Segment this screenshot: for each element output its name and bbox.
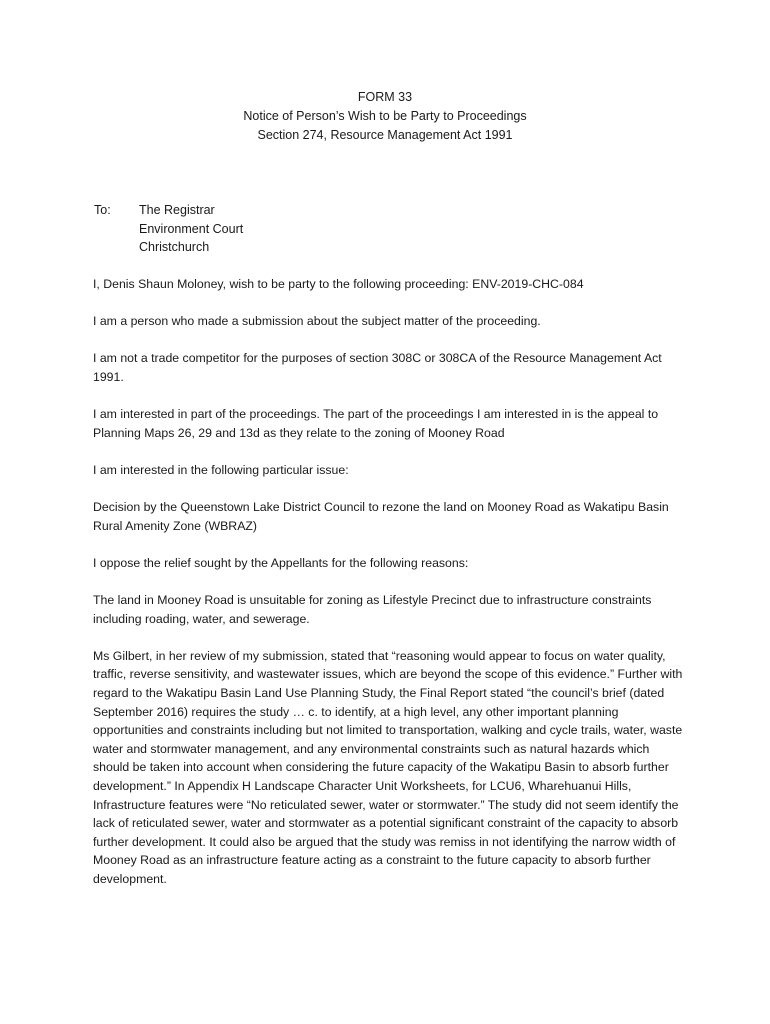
relief-opposition-heading: I oppose the relief sought by the Appellants for the following reasons:	[93, 555, 469, 570]
reason-infrastructure: The land in Mooney Road is unsuitable for zoning as Lifestyle Precinct due to infrastructure constraints including roading, water, and sewerage.	[93, 593, 652, 626]
addressee-line-city: Christchurch	[139, 240, 210, 254]
addressee-label: To:	[94, 203, 111, 217]
form-number: FORM 33	[357, 90, 413, 104]
particular-issue-text: Decision by the Queenstown Lake District Council to rezone the land on Mooney Road as Wakatipu Basin Rural Amenity Zone (WBRAZ)	[93, 500, 669, 533]
addressee-lines	[139, 201, 439, 257]
submitter-statement: I am a person who made a submission about the subject matter of the proceeding.	[93, 314, 541, 329]
particular-issue-heading: I am interested in the following particular issue:	[93, 462, 349, 477]
party-statement: I, Denis Shaun Moloney, wish to be party to the following proceeding: ENV-2019-CHC-084	[93, 277, 584, 291]
reason-gilbert-review: Ms Gilbert, in her review of my submission, stated that “reasoning would appear to focus on water quality, traffic, reverse sensitivity, and wastewater issues, which are beyond the scope of this evidence.” Further with regard to the Wakatipu Basin Land Use Planning Study, the Final Report stated “the council’s brief (dated September 2016) requires the study … c. to identify, at a high level, any other important planning opportunities and constraints including but not limited to transportation, walking and cycle trails, water, waste water and stormwater management, and any environmental constraints such as natural hazards which should be taken into account when considering the future capacity of the Wakatipu Basin to absorb further development.” In Appendix H Landscape Character Unit Worksheets, for LCU6, Wharehuanui Hills, Infrastructure features were “No reticulated sewer, water or stormwater.” The study did not seem identify the lack of reticulated sewer, water and stormwater as a potential significant constraint of the capacity to absorb further development. It could also be argued that the study was remiss in not identifying the narrow width of Mooney Road as an infrastructure feature acting as a constraint to the future capacity to absorb further development.	[93, 648, 683, 886]
addressee-line-court: Environment Court	[139, 221, 244, 236]
form-subtitle: Section 274, Resource Management Act 1991	[257, 128, 513, 142]
form-header	[0, 88, 770, 145]
trade-competitor-statement: I am not a trade competitor for the purposes of section 308C or 308CA of the Resource Management Act 1991.	[93, 351, 662, 384]
notice-body	[93, 275, 685, 889]
interest-scope-statement: I am interested in part of the proceedings. The part of the proceedings I am interested in is the appeal to Planning Maps 26, 29 and 13d as they relate to the zoning of Mooney Road	[93, 407, 659, 440]
form-title: Notice of Person’s Wish to be Party to Proceedings	[243, 109, 527, 123]
addressee-line-registrar: The Registrar	[139, 203, 215, 217]
